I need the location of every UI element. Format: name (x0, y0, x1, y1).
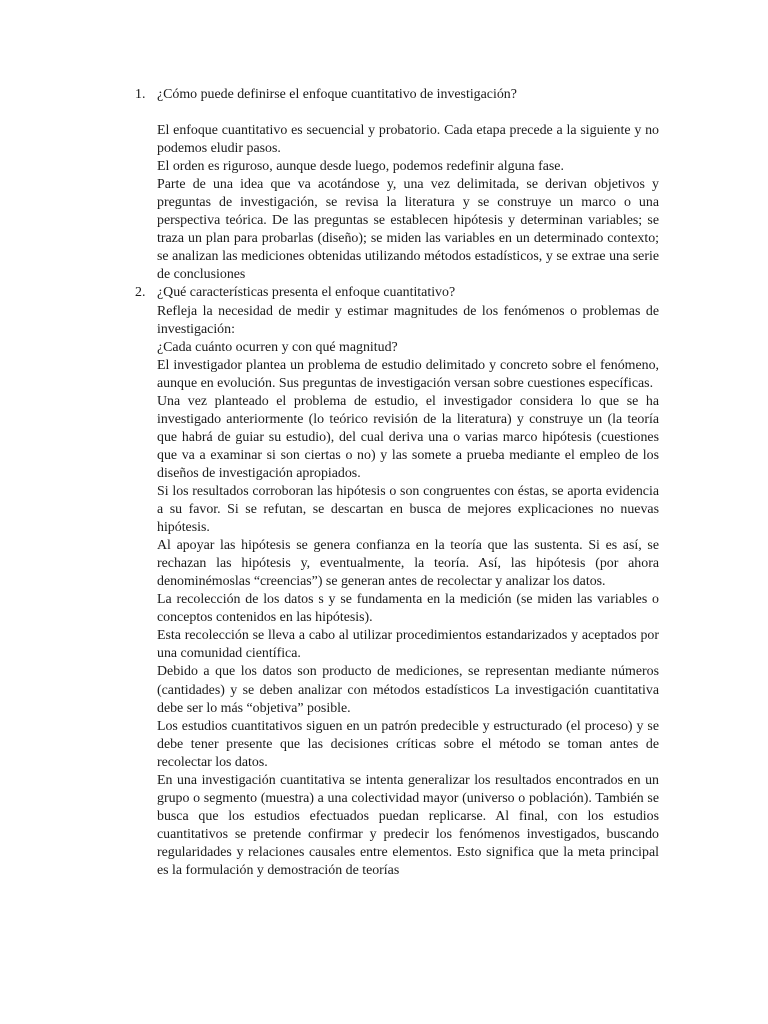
question-heading: ¿Qué características presenta el enfoque cuantitativo? (157, 285, 456, 301)
answer-paragraph: En una investigación cuantitativa se intenta generalizar los resultados encontrados en un grupo o segmento (muestra) a una colectividad mayor (universo o población). También se busca que los estudios efectuados puedan replicarse. Al final, con los estudios cuantitativos se pretende confirmar y predecir los fenómenos investigados, buscando regularidades y relaciones causales entre elementos. Esto significa que la meta principal es la formulación y demostración de teorías (157, 772, 659, 878)
answer-paragraph: ¿Cada cuánto ocurren y con qué magnitud? (157, 339, 398, 355)
answer-paragraph: Debido a que los datos son producto de mediciones, se representan mediante números (cantidades) y se deben analizar con métodos estadísticos La investigación cuantitativa debe ser lo más “objetiva” posible. (157, 664, 659, 716)
document-body (135, 86, 659, 880)
answer-paragraph: El orden es riguroso, aunque desde luego, podemos redefinir alguna fase. (157, 159, 564, 175)
answer-paragraph: Al apoyar las hipótesis se genera confianza en la teoría que las sustenta. Si es así, se rechazan las hipótesis y, eventualmente, la teoría. Así, las hipótesis (por ahora denominémoslas “creencias”) se generan antes de recolectar y analizar los datos. (157, 538, 659, 590)
item-number: 2. (135, 285, 146, 301)
answer-paragraph: Los estudios cuantitativos siguen en un patrón predecible y estructurado (el proceso) y se debe tener presente que las decisiones críticas sobre el método se toman antes de recolectar los datos. (157, 718, 659, 770)
list-item-1 (135, 86, 659, 284)
answer-paragraph: Parte de una idea que va acotándose y, una vez delimitada, se derivan objetivos y preguntas de investigación, se revisa la literatura y se construye un marco o una perspectiva teórica. De las preguntas se establecen hipótesis y determinan variables; se traza un plan para probarlas (diseño); se miden las variables en un determinado contexto; se analizan las mediciones obtenidas utilizando métodos estadísticos, y se extrae una serie de conclusiones (157, 177, 659, 283)
list-item-2 (135, 284, 659, 880)
answer-paragraph: Si los resultados corroboran las hipótesis o son congruentes con éstas, se aporta evidencia a su favor. Si se refutan, se descartan en busca de mejores explicaciones no nuevas hipótesis. (157, 483, 659, 536)
answer-paragraph: Refleja la necesidad de medir y estimar magnitudes de los fenómenos o problemas de investigación: (157, 303, 659, 337)
item-number: 1. (135, 87, 146, 102)
answer-paragraph: Esta recolección se lleva a cabo al utilizar procedimientos estandarizados y aceptados por una comunidad científica. (157, 628, 659, 662)
answer-paragraph: El investigador plantea un problema de estudio delimitado y concreto sobre el fenómeno, aunque en evolución. Sus preguntas de investigación versan sobre cuestiones específicas. (157, 357, 659, 391)
answer-paragraph: Una vez planteado el problema de estudio, el investigador considera lo que se ha investigado anteriormente (lo teórico revisión de la literatura) y construye un (la teoría que habrá de guiar su estudio), del cual deriva una o varias marco hipótesis (cuestiones que va a examinar si son ciertas o no) y las somete a prueba mediante el empleo de los diseños de investigación apropiados. (157, 393, 659, 481)
question-heading: ¿Cómo puede definirse el enfoque cuantitativo de investigación? (157, 87, 517, 102)
answer-paragraph: El enfoque cuantitativo es secuencial y probatorio. Cada etapa precede a la siguiente y no podemos eludir pasos. (157, 123, 659, 157)
spacer (157, 104, 659, 122)
answer-paragraph: La recolección de los datos s y se fundamenta en la medición (se miden las variables o conceptos contenidos en las hipótesis). (157, 592, 659, 626)
